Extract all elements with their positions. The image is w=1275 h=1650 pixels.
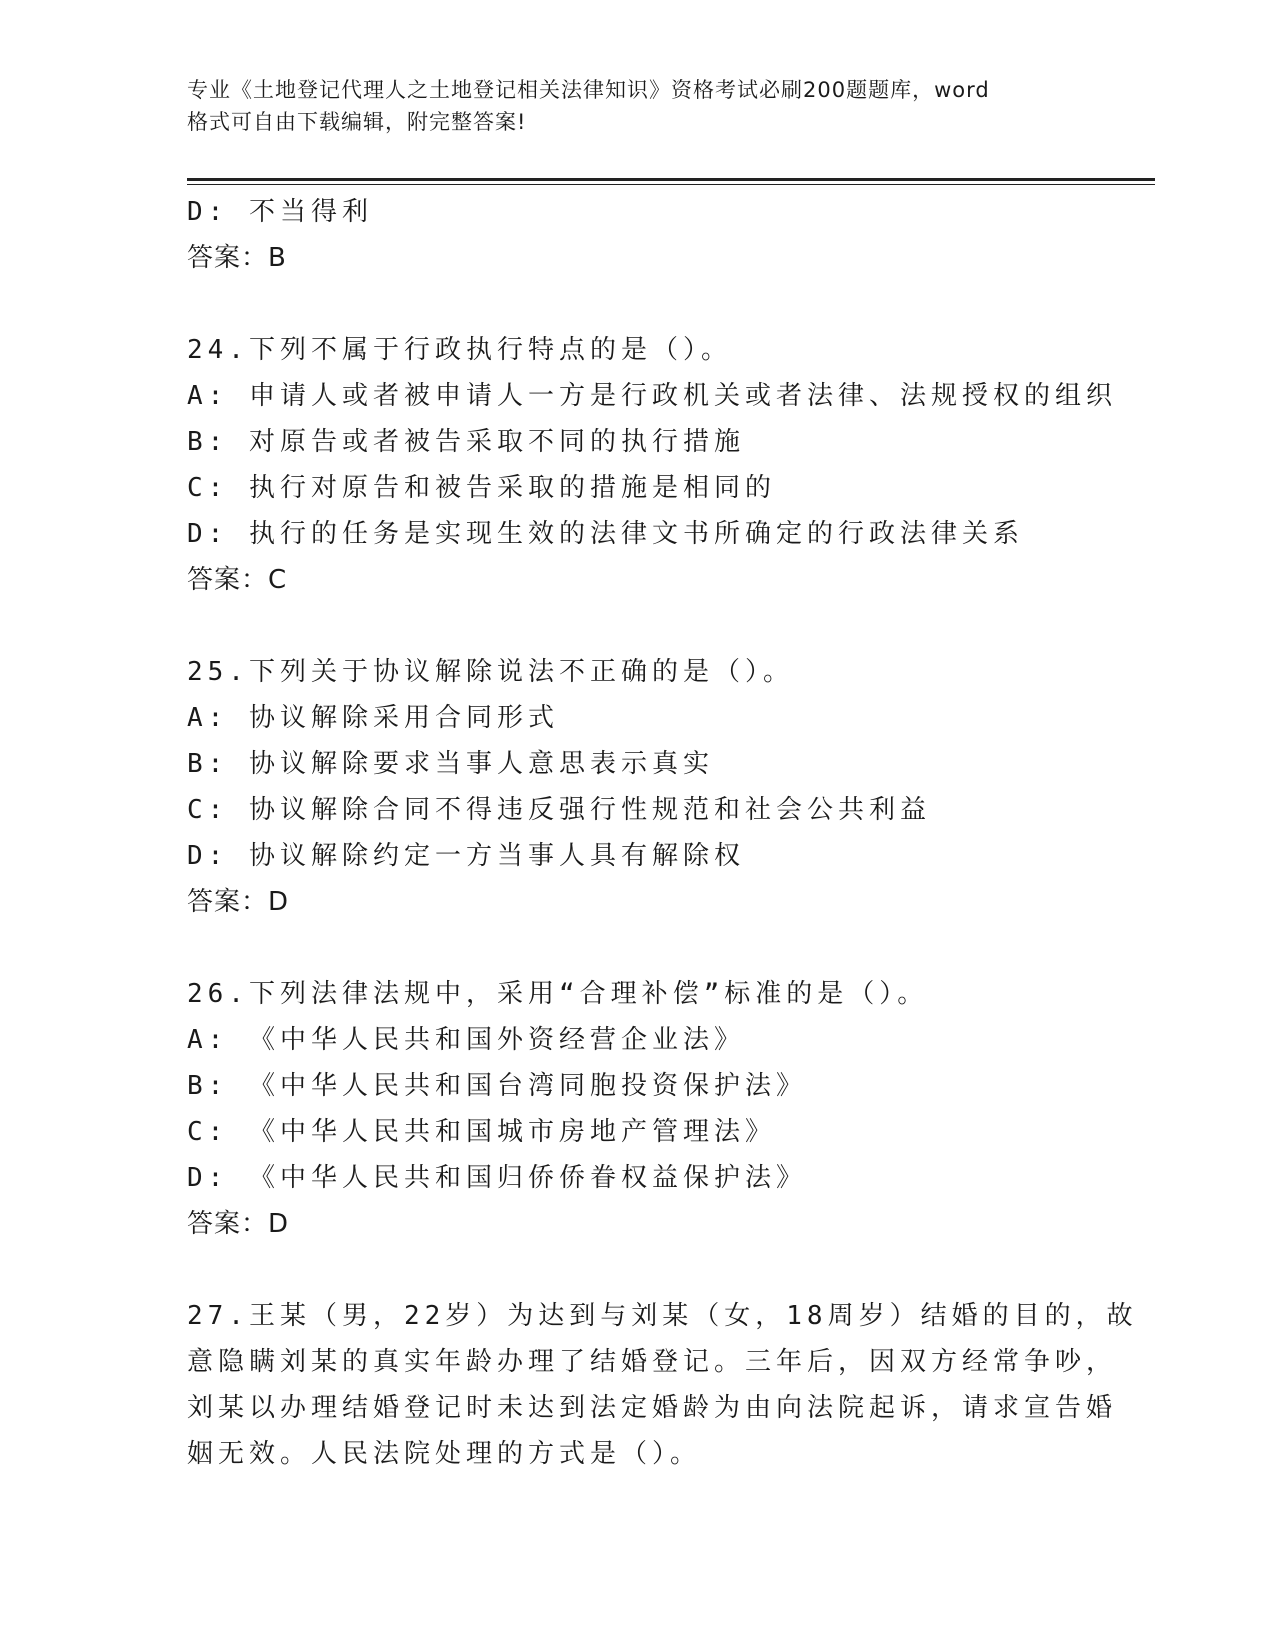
question-27 xyxy=(187,1293,1138,1477)
document-header xyxy=(187,74,1087,138)
header-divider-thick xyxy=(187,178,1155,181)
header-divider-thin xyxy=(187,184,1155,185)
answer: 答案：D xyxy=(187,1209,290,1239)
question-stem: 26.下列法律法规中，采用“合理补偿”标准的是（）。 xyxy=(187,979,929,1009)
question-23 xyxy=(187,189,1067,281)
question-25 xyxy=(187,649,1067,925)
question-stem: 24.下列不属于行政执行特点的是（）。 xyxy=(187,335,732,365)
option-a: A: 协议解除采用合同形式 xyxy=(187,703,559,733)
header-line-1: 专业《土地登记代理人之土地登记相关法律知识》资格考试必刷200题题库，word xyxy=(187,78,990,102)
option-c: C: 《中华人民共和国城市房地产管理法》 xyxy=(187,1117,776,1147)
option-b: B: 《中华人民共和国台湾同胞投资保护法》 xyxy=(187,1071,807,1101)
option-a: A: 申请人或者被申请人一方是行政机关或者法律、法规授权的组织 xyxy=(187,381,1117,411)
option-d: D: 不当得利 xyxy=(187,197,373,227)
spacer xyxy=(187,925,1067,971)
option-b: B: 对原告或者被告采取不同的执行措施 xyxy=(187,427,745,457)
option-b: B: 协议解除要求当事人意思表示真实 xyxy=(187,749,714,779)
question-stem-line-2: 意隐瞒刘某的真实年龄办理了结婚登记。三年后，因双方经常争吵， xyxy=(187,1347,1118,1377)
answer: 答案：C xyxy=(187,565,288,595)
spacer xyxy=(187,281,1067,327)
option-d: D: 执行的任务是实现生效的法律文书所确定的行政法律关系 xyxy=(187,519,1024,549)
option-c: C: 执行对原告和被告采取的措施是相同的 xyxy=(187,473,776,503)
question-26 xyxy=(187,971,1067,1247)
option-d: D: 协议解除约定一方当事人具有解除权 xyxy=(187,841,745,871)
question-stem-line-4: 姻无效。人民法院处理的方式是（）。 xyxy=(187,1439,702,1469)
question-24 xyxy=(187,327,1117,603)
answer: 答案：B xyxy=(187,243,287,273)
spacer xyxy=(187,603,1067,649)
question-list xyxy=(187,189,1138,1477)
option-d: D: 《中华人民共和国归侨侨眷权益保护法》 xyxy=(187,1163,807,1193)
question-stem-line-3: 刘某以办理结婚登记时未达到法定婚龄为由向法院起诉，请求宣告婚 xyxy=(187,1393,1118,1423)
question-stem-line-1: 27.王某（男，22岁）为达到与刘某（女，18周岁）结婚的目的，故 xyxy=(187,1301,1138,1331)
answer: 答案：D xyxy=(187,887,290,917)
header-line-2: 格式可自由下载编辑，附完整答案! xyxy=(187,110,527,134)
option-c: C: 协议解除合同不得违反强行性规范和社会公共利益 xyxy=(187,795,931,825)
option-a: A: 《中华人民共和国外资经营企业法》 xyxy=(187,1025,745,1055)
question-stem: 25.下列关于协议解除说法不正确的是（）。 xyxy=(187,657,794,687)
spacer xyxy=(187,1247,1067,1293)
